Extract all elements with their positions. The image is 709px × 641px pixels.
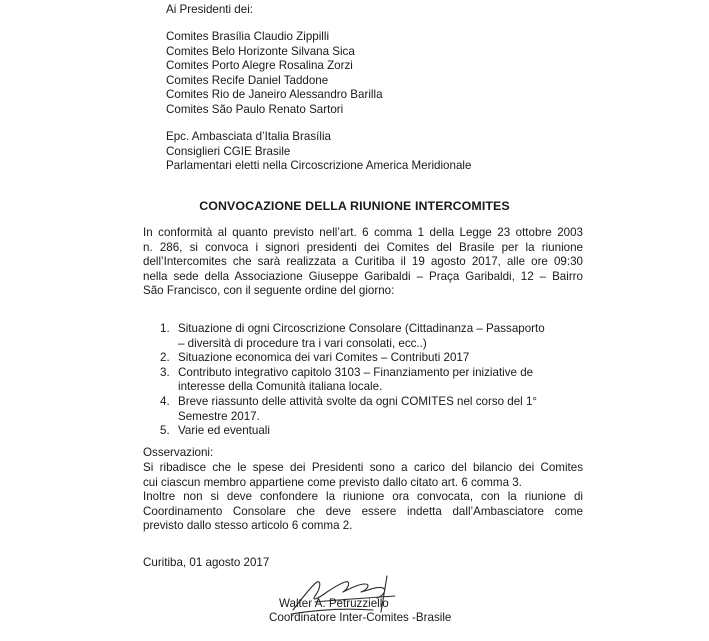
observation-line: Inoltre non si deve confondere la riunione ora convocata, con la riunione di [143, 490, 583, 504]
observation-line: Si ribadisce che le spese dei Presidenti sono a carico del bilancio dei Comites [143, 461, 583, 474]
document-title: CONVOCAZIONE DELLA RIUNIONE INTERCOMITES [199, 199, 510, 213]
agenda-item [143, 395, 583, 424]
recipient-line: Comites Porto Alegre Rosalina Zorzi [166, 59, 353, 73]
recipient-line: Comites São Paulo Renato Sartori [166, 102, 344, 116]
observations-heading [143, 446, 213, 461]
agenda-list [143, 322, 583, 439]
agenda-text: Breve riassunto delle attività svolte da ogni COMITES nel corso del 1° [178, 394, 538, 408]
cc-line: Parlamentari eletti nella Circoscrizione America Meridionale [166, 159, 472, 173]
signature-block [255, 570, 485, 616]
agenda-item [143, 351, 583, 366]
agenda-number: 3. [160, 365, 170, 379]
recipient-line: Comites Recife Daniel Taddone [166, 73, 329, 87]
agenda-item [143, 366, 583, 395]
agenda-text: Semestre 2017. [178, 409, 260, 423]
observation-line: Coordinamento Consolare che deve essere indetta dall’Ambasciatore come [143, 504, 583, 518]
paragraph-line: nella sede della Associazione Giuseppe Garibaldi – Praça Garibaldi, 12 – Bairro [143, 269, 583, 283]
paragraph-line: In conformità al quanto previsto nell’art. 6 comma 1 della Legge 23 ottobre 2003 [143, 226, 583, 239]
agenda-text: interesse della Comunità italiana locale. [178, 380, 383, 394]
agenda-number: 1. [160, 322, 170, 335]
convocation-paragraph [143, 226, 583, 299]
agenda-text: Contributo integrativo capitolo 3103 – Finanziamento per iniziative de [178, 365, 534, 379]
recipients-list [166, 30, 383, 118]
recipient-line: Comites Belo Horizonte Silvana Sica [166, 44, 355, 58]
agenda-text: – diversità di procedure tra i vari consolati, ecc..) [178, 336, 427, 350]
recipient-line: Comites Brasília Claudio Zippilli [166, 30, 330, 43]
agenda-text: Situazione economica dei vari Comites – Contributi 2017 [178, 351, 470, 365]
paragraph-line: n. 286, si convoca i signori presidenti dei Comites del Brasile per la riunione [143, 240, 583, 254]
date-place-text: Curitiba, 01 agosto 2017 [143, 556, 270, 569]
agenda-text: Varie ed eventuali [178, 424, 270, 438]
agenda-item [143, 322, 583, 351]
observations-heading-text: Osservazioni: [143, 446, 214, 459]
observation-line: previsto dallo stesso articolo 6 comma 2. [143, 519, 353, 533]
cc-line: Epc. Ambasciata d’Italia Brasília [166, 130, 331, 143]
agenda-number: 4. [160, 394, 170, 408]
paragraph-line: dell’Intercomites che sarà realizzata a Curitiba il 19 agosto 2017, alle ore 09:30 [143, 255, 583, 269]
recipient-line: Comites Rio de Janeiro Alessandro Barilla [166, 88, 383, 102]
agenda-number: 5. [160, 424, 170, 438]
recipients-intro [166, 3, 253, 18]
agenda-text: Situazione di ogni Circoscrizione Consolare (Cittadinanza – Passaporto [178, 322, 545, 335]
observations-paragraph [143, 461, 583, 534]
signatory-name: Walter A. Petruzziello [279, 597, 389, 610]
paragraph-line: São Francisco, con il seguente ordine del giorno: [143, 284, 395, 298]
observation-line: cui ciascun membro appartiene come previsto dallo citato art. 6 comma 3. [143, 475, 522, 489]
signatory-role [269, 611, 451, 626]
signatory-role-text: Coordinatore Inter-Comites -Brasile [269, 611, 452, 624]
agenda-number: 2. [160, 351, 170, 365]
intro-text: Ai Presidenti dei: [166, 3, 253, 16]
agenda-item [143, 424, 583, 439]
cc-line: Consiglieri CGIE Brasile [166, 144, 291, 158]
date-place [143, 556, 269, 571]
cc-list [166, 130, 471, 174]
